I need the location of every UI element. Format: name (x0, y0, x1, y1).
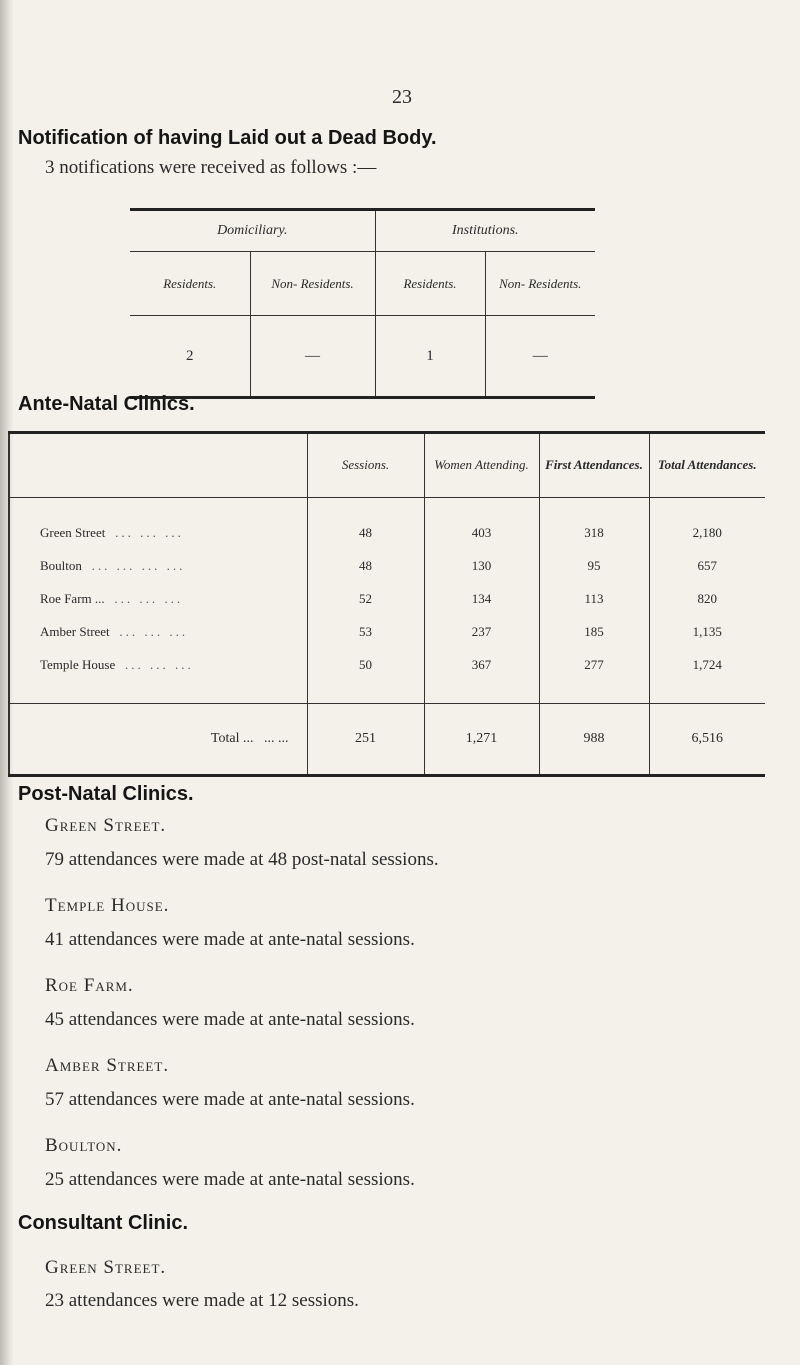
notifications-group-header-row (130, 210, 595, 252)
table-row (9, 549, 765, 582)
ante-natal-table (8, 431, 765, 777)
women-cell: 130 (424, 549, 539, 582)
sessions-cell: 53 (307, 615, 424, 648)
section-title-roe-farm: Roe Farm. (45, 975, 134, 996)
total-label: Total ... ... ... (210, 731, 289, 746)
domiciliary-non-residents-header: Non- Residents. (250, 252, 375, 316)
total-cell: 1,724 (649, 648, 765, 681)
women-cell: 237 (424, 615, 539, 648)
first-attendances-column-header: First Attendances. (539, 433, 649, 498)
table-row (9, 648, 765, 681)
clinic-name: Boulton ... ... ... ... (40, 557, 186, 573)
sessions-cell: 50 (307, 648, 424, 681)
table-cell: — (485, 316, 595, 398)
notifications-value-row (130, 316, 595, 398)
first-cell: 185 (539, 615, 649, 648)
consultant-clinic-heading: Consultant Clinic. (18, 1212, 188, 1234)
notification-intro: 3 notifications were received as follows :— (45, 157, 377, 178)
total-sessions-cell: 251 (307, 704, 424, 776)
section-text: 41 attendances were made at ante-natal sessions. (45, 929, 415, 950)
section-title-boulton: Boulton. (45, 1135, 123, 1156)
total-cell: 657 (649, 549, 765, 582)
notifications-sub-header-row (130, 252, 595, 316)
total-cell: 820 (649, 582, 765, 615)
women-cell: 403 (424, 498, 539, 550)
total-total-cell: 6,516 (649, 704, 765, 776)
women-attending-column-header: Women Attending. (424, 433, 539, 498)
domiciliary-header: Domiciliary. (130, 210, 375, 252)
table-cell: 1 (375, 316, 485, 398)
clinic-name: Temple House ... ... ... (40, 656, 194, 672)
first-cell: 113 (539, 582, 649, 615)
clinic-name: Amber Street ... ... ... (40, 623, 189, 639)
section-title-green-street: Green Street. (45, 815, 167, 836)
notifications-table (130, 208, 595, 399)
section-text: 79 attendances were made at 48 post-natal sessions. (45, 849, 439, 870)
table-row (9, 498, 765, 550)
ante-natal-header-row (9, 433, 765, 498)
sessions-column-header: Sessions. (307, 433, 424, 498)
women-cell: 367 (424, 648, 539, 681)
institutions-header: Institutions. (375, 210, 595, 252)
women-cell: 134 (424, 582, 539, 615)
clinic-name: Roe Farm ... ... ... ... (40, 590, 184, 606)
section-text: 25 attendances were made at ante-natal sessions. (45, 1169, 415, 1190)
section-text: 23 attendances were made at 12 sessions. (45, 1290, 359, 1311)
page-number: 23 (392, 86, 412, 108)
total-women-cell: 1,271 (424, 704, 539, 776)
section-text: 57 attendances were made at ante-natal sessions. (45, 1089, 415, 1110)
section-title-green-street: Green Street. (45, 1257, 167, 1278)
table-row (9, 615, 765, 648)
table-cell: — (250, 316, 375, 398)
total-row (9, 704, 765, 776)
clinic-column-header (9, 433, 307, 498)
first-cell: 318 (539, 498, 649, 550)
total-cell: 1,135 (649, 615, 765, 648)
domiciliary-residents-header: Residents. (130, 252, 250, 316)
clinic-name: Green Street ... ... ... (40, 524, 184, 540)
notification-heading: Notification of having Laid out a Dead Body. (18, 127, 437, 149)
institutions-non-residents-header: Non- Residents. (485, 252, 595, 316)
sessions-cell: 48 (307, 498, 424, 550)
institutions-residents-header: Residents. (375, 252, 485, 316)
section-title-amber-street: Amber Street. (45, 1055, 170, 1076)
post-natal-heading: Post-Natal Clinics. (18, 783, 194, 805)
first-cell: 95 (539, 549, 649, 582)
table-divider-row (9, 681, 765, 704)
section-text: 45 attendances were made at ante-natal sessions. (45, 1009, 415, 1030)
sessions-cell: 52 (307, 582, 424, 615)
sessions-cell: 48 (307, 549, 424, 582)
section-title-temple-house: Temple House. (45, 895, 170, 916)
total-first-cell: 988 (539, 704, 649, 776)
table-cell: 2 (186, 347, 194, 364)
first-cell: 277 (539, 648, 649, 681)
table-row (9, 582, 765, 615)
total-cell: 2,180 (649, 498, 765, 550)
total-attendances-column-header: Total Attendances. (649, 433, 765, 498)
ante-natal-heading: Ante-Natal Clinics. (18, 393, 195, 415)
